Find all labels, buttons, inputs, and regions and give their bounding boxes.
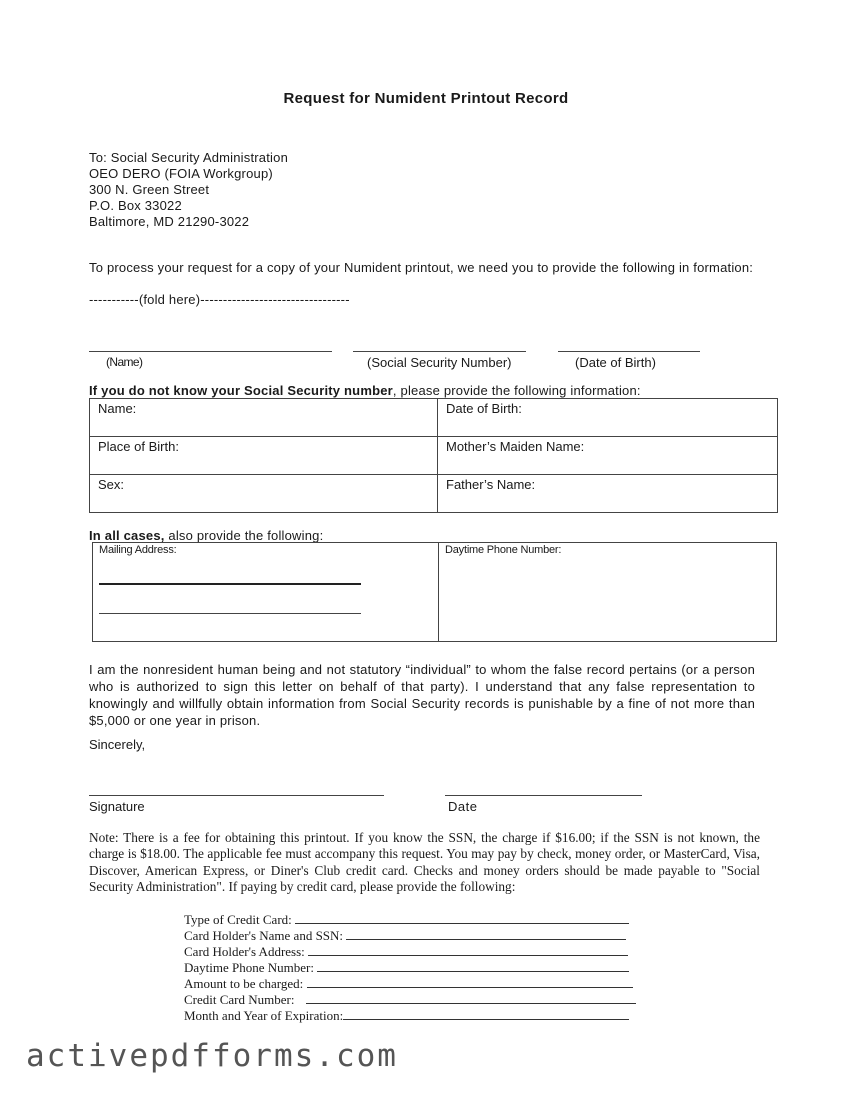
name-cell[interactable]: [90, 399, 438, 437]
sex-cell[interactable]: [90, 475, 438, 513]
cc-address-line[interactable]: [308, 944, 628, 956]
name-caption: (Name): [106, 355, 143, 369]
cc-amount-row[interactable]: [184, 976, 633, 992]
cc-address-row[interactable]: [184, 944, 628, 960]
unknown-ssn-bold: If you do not know your Social Security number: [89, 383, 393, 398]
fathers-name-cell[interactable]: [438, 475, 778, 513]
place-of-birth-label: Place of Birth:: [98, 439, 179, 454]
unknown-ssn-heading: [89, 383, 641, 398]
cc-amount-line[interactable]: [307, 976, 633, 988]
cc-expiration-line[interactable]: [343, 1008, 629, 1020]
all-cases-bold: In all cases,: [89, 528, 165, 543]
cc-number-label: Credit Card Number:: [184, 992, 295, 1007]
cc-phone-row[interactable]: [184, 960, 629, 976]
intro-text: To process your request for a copy of your Numident printout, we need you to provide the following in formation:: [89, 260, 754, 275]
ssn-caption: (Social Security Number): [367, 355, 512, 370]
all-cases-heading: [89, 528, 323, 543]
date-line[interactable]: [445, 795, 642, 796]
sex-label: Sex:: [98, 477, 125, 492]
unknown-ssn-rest: , please provide the following information:: [392, 383, 641, 398]
cc-holder-label: Card Holder's Name and SSN:: [184, 928, 344, 943]
statement-paragraph: I am the nonresident human being and not statutory “individual” to whom the false record pertains (or a person who is authorized to sign this letter on behalf of that party). I understand that any false representation to knowingly and willfully obtain information from Social Security records is punishable by a fine of not more than $5,000 or one year in prison.: [89, 662, 755, 728]
unknown-ssn-table: [89, 398, 778, 513]
contact-box: [92, 542, 777, 642]
address-line: 300 N. Green Street: [89, 182, 210, 197]
cc-phone-line[interactable]: [317, 960, 629, 972]
fee-note: Note: There is a fee for obtaining this printout. If you know the SSN, the charge if $16.00; if the SSN is not known, the charge is $18.00. The applicable fee must accompany this request. You may pay by check, money order, or MasterCard, Visa, Discover, American Express, or Diner's Club credit card. Checks and money orders should be made payable to "Social Security Administration". If paying by credit card, please provide the following:: [89, 830, 760, 894]
cc-type-line[interactable]: [295, 912, 629, 924]
ssn-line[interactable]: [353, 351, 526, 352]
fathers-name-label: Father’s Name:: [446, 477, 536, 492]
address-line: P.O. Box 33022: [89, 198, 182, 213]
page-title: Request for Numident Printout Record: [283, 90, 569, 107]
cc-number-line[interactable]: [306, 992, 636, 1004]
phone-label: Daytime Phone Number:: [445, 544, 562, 556]
contact-divider: [438, 543, 439, 641]
cc-phone-label: Daytime Phone Number:: [184, 960, 314, 975]
dob-caption: (Date of Birth): [575, 355, 656, 370]
address-line: To: Social Security Administration: [89, 150, 288, 165]
mailing-line-2[interactable]: [99, 613, 361, 614]
watermark: activepdfforms.com: [26, 1038, 398, 1074]
place-of-birth-cell[interactable]: [90, 437, 438, 475]
address-line: OEO DERO (FOIA Workgroup): [89, 166, 273, 181]
dob-cell[interactable]: [438, 399, 778, 437]
cc-type-label: Type of Credit Card:: [184, 912, 292, 927]
signature-line[interactable]: [89, 795, 384, 796]
recipient-address: [89, 150, 288, 230]
dob-line[interactable]: [558, 351, 700, 352]
cc-expiration-label: Month and Year of Expiration:: [184, 1008, 344, 1023]
all-cases-rest: also provide the following:: [164, 528, 324, 543]
cc-holder-row[interactable]: [184, 928, 626, 944]
cc-amount-label: Amount to be charged:: [184, 976, 304, 991]
name-label: Name:: [98, 401, 137, 416]
mailing-label: Mailing Address:: [99, 544, 177, 556]
cc-address-label: Card Holder's Address:: [184, 944, 305, 959]
cc-expiration-row[interactable]: [184, 1008, 629, 1024]
mothers-maiden-label: Mother’s Maiden Name:: [446, 439, 585, 454]
cc-holder-line[interactable]: [346, 928, 626, 940]
signature-label: Signature: [89, 799, 145, 814]
address-line: Baltimore, MD 21290-3022: [89, 214, 250, 229]
dob-label: Date of Birth:: [446, 401, 522, 416]
mailing-line-1[interactable]: [99, 583, 361, 585]
closing: Sincerely,: [89, 737, 146, 752]
cc-type-row[interactable]: [184, 912, 629, 928]
name-line[interactable]: [89, 351, 332, 352]
cc-number-row[interactable]: [184, 992, 636, 1008]
fold-line: -----------(fold here)---------------------------------: [89, 292, 350, 307]
mothers-maiden-cell[interactable]: [438, 437, 778, 475]
date-label: Date: [448, 799, 478, 814]
